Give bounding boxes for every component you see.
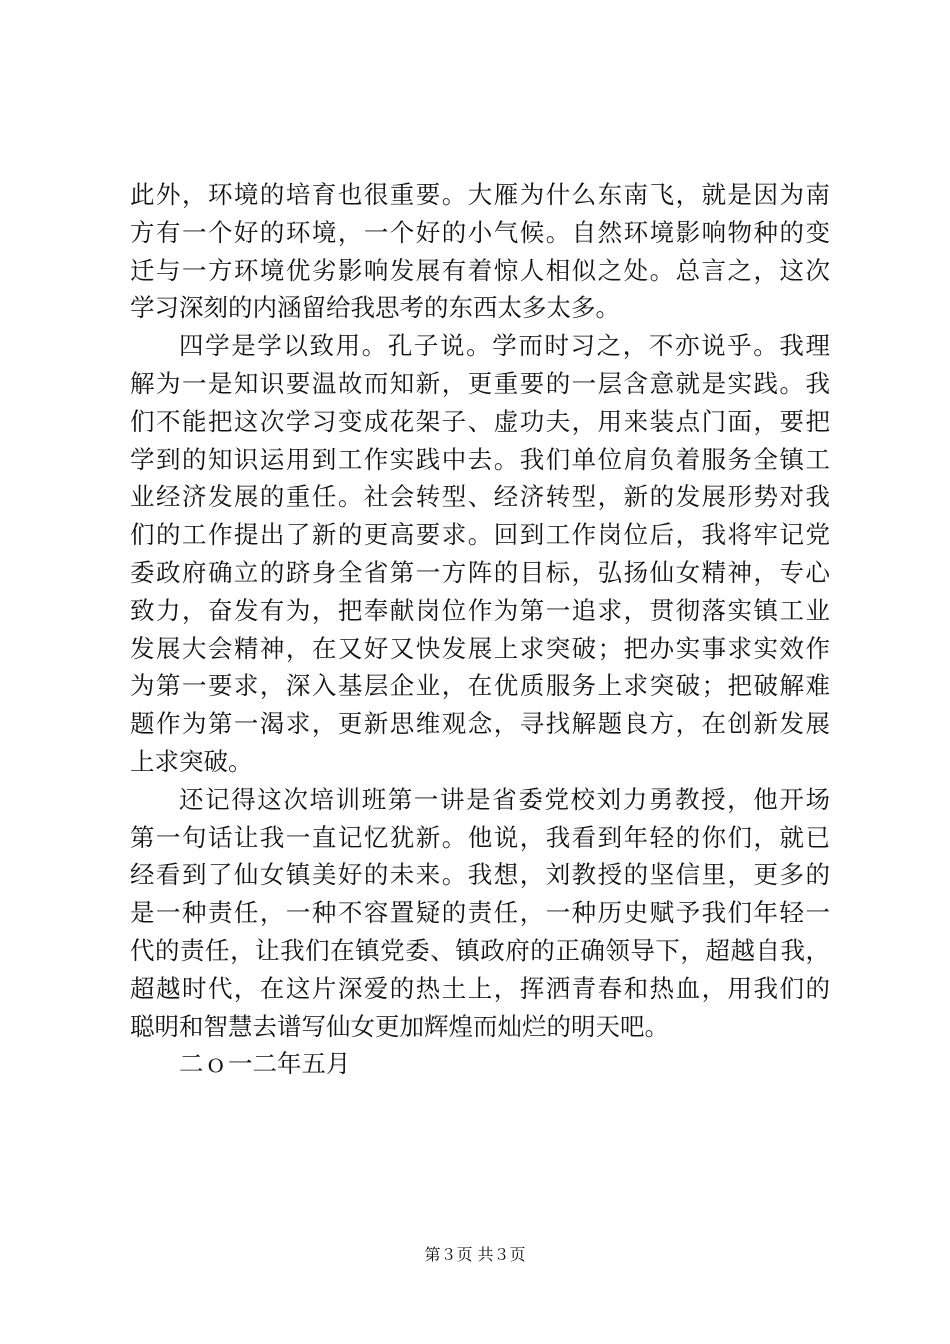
text-line: 聪明和智慧去谱写仙女更加辉煌而灿烂的明天吧。 — [130, 1011, 669, 1041]
text-line: 代的责任，让我们在镇党委、镇政府的正确领导下，超越自我， — [130, 935, 830, 965]
document-body — [130, 176, 830, 1083]
text-line: 们不能把这次学习变成花架子、虚功夫，用来装点门面，要把 — [130, 406, 830, 436]
text-line: 委政府确立的跻身全省第一方阵的目标，弘扬仙女精神，专心 — [130, 557, 830, 587]
date-line — [130, 1045, 830, 1083]
document-date: 二ｏ一二年五月 — [179, 1049, 351, 1079]
text-line: 经看到了仙女镇美好的未来。我想，刘教授的坚信里，更多的 — [130, 860, 830, 890]
paragraph-apply-learning — [130, 327, 830, 781]
text-line: 是一种责任，一种不容置疑的责任，一种历史赋予我们年轻一 — [130, 898, 830, 928]
text-line: 学习深刻的内涵留给我思考的东西太多太多。 — [130, 293, 620, 323]
paragraph-environment — [130, 176, 830, 327]
text-line: 四学是学以致用。孔子说。学而时习之，不亦说乎。我理 — [179, 331, 830, 361]
text-line: 为第一要求，深入基层企业，在优质服务上求突破；把破解难 — [130, 671, 830, 701]
text-line: 方有一个好的环境，一个好的小气候。自然环境影响物种的变 — [130, 217, 830, 247]
text-line: 此外，环境的培育也很重要。大雁为什么东南飞，就是因为南 — [130, 180, 830, 209]
text-line: 第一句话让我一直记忆犹新。他说，我看到年轻的你们，就已 — [130, 822, 830, 852]
text-line: 们的工作提出了新的更高要求。回到工作岗位后，我将牢记党 — [130, 520, 830, 550]
text-line: 发展大会精神，在又好又快发展上求突破；把办实事求实效作 — [130, 633, 830, 663]
text-line: 迁与一方环境优劣影响发展有着惊人相似之处。总言之，这次 — [130, 255, 830, 285]
text-line: 学到的知识运用到工作实践中去。我们单位肩负着服务全镇工 — [130, 444, 830, 474]
text-line: 还记得这次培训班第一讲是省委党校刘力勇教授，他开场 — [179, 784, 830, 814]
text-line: 题作为第一渴求，更新思维观念，寻找解题良方，在创新发展 — [130, 709, 830, 739]
paragraph-training-memory — [130, 781, 830, 1046]
text-line: 解为一是知识要温故而知新，更重要的一层含意就是实践。我 — [130, 368, 830, 398]
page-number-footer: 第３页 共３页 — [424, 1245, 526, 1264]
text-line: 业经济发展的重任。社会转型、经济转型，新的发展形势对我 — [130, 482, 830, 512]
text-line: 超越时代，在这片深爱的热土上，挥洒青春和热血，用我们的 — [130, 973, 830, 1003]
text-line: 上求突破。 — [130, 746, 253, 776]
text-line: 致力，奋发有为，把奉献岗位作为第一追求，贯彻落实镇工业 — [130, 595, 830, 625]
